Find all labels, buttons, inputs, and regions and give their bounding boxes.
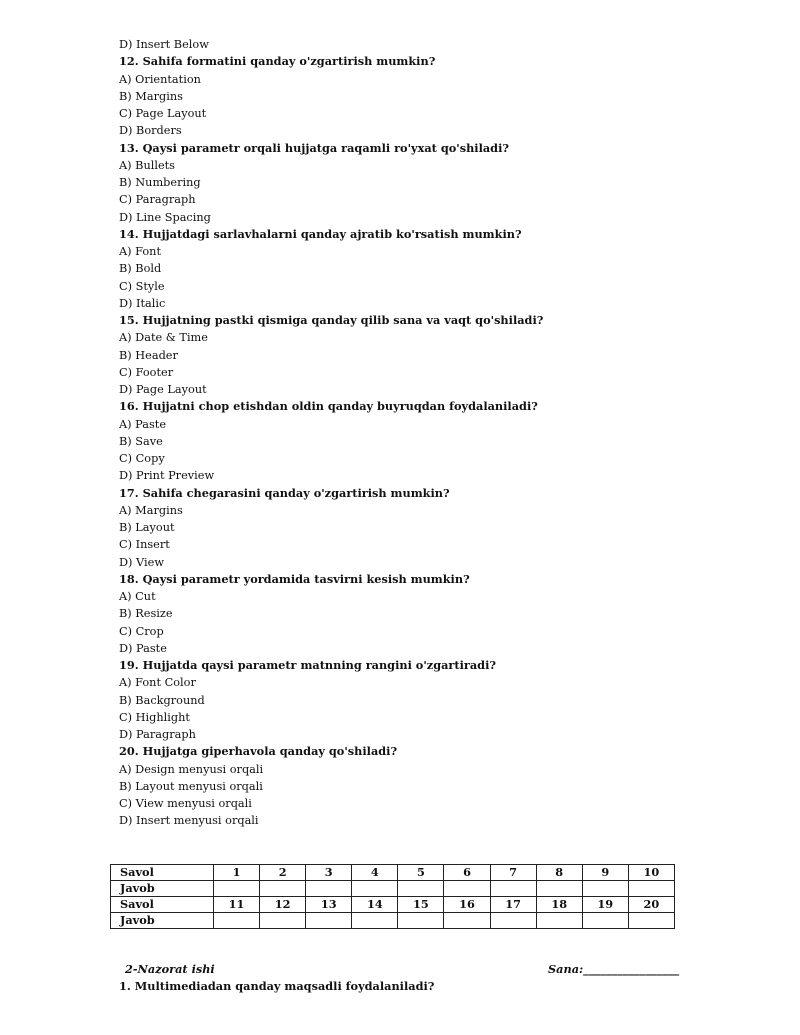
row-label: Savol [111,897,214,913]
answer-option: D) Print Preview [119,469,215,483]
table-row [111,881,675,897]
table-cell [214,913,260,929]
table-cell [444,881,490,897]
answer-option: A) Cut [119,590,156,603]
table-cell [536,881,582,897]
table-cell [582,881,628,897]
answer-option: A) Design menyusi orqali [119,762,264,776]
answer-option: D) Paragraph [119,728,196,741]
answer-option: B) Background [119,693,205,707]
table-cell [628,913,674,929]
answer-option: A) Paste [119,417,167,431]
answer-option: B) Layout menyusi orqali [119,779,263,793]
table-cell: 16 [444,897,490,913]
answer-option: D) Line Spacing [119,210,211,224]
table-cell [306,881,352,897]
answer-option: D) Italic [119,296,166,310]
table-cell [398,881,444,897]
table-cell [398,913,444,929]
answer-option: D) Page Layout [119,383,207,396]
answer-option: B) Bold [119,262,162,276]
table-cell [352,913,398,929]
table-cell: 2 [260,865,306,881]
next-question: 1. Multimediadan qanday maqsadli foydalaniladi? [119,979,435,993]
table-row [111,913,675,929]
table-cell: 6 [444,865,490,881]
question-list [119,36,719,830]
answer-option: C) View menyusi orqali [119,797,252,810]
table-cell: 11 [214,897,260,913]
answer-option: D) Paste [119,641,167,655]
table-cell [260,913,306,929]
table-cell [306,913,352,929]
answer-option: D) Insert Below [119,38,209,51]
answer-option: B) Save [119,434,163,448]
table-cell: 8 [536,865,582,881]
table-cell [490,881,536,897]
question-text: 19. Hujjatda qaysi parametr matnning rangini o'zgartiradi? [119,658,496,672]
answer-option: B) Numbering [119,176,201,189]
table-cell: 20 [628,897,674,913]
answer-option: B) Margins [119,89,183,103]
table-cell [352,881,398,897]
answer-option: C) Footer [119,365,174,379]
table-cell: 19 [582,897,628,913]
answer-option: D) View [119,555,164,569]
answer-option: C) Paragraph [119,193,196,207]
row-label: Javob [111,881,214,897]
answer-option: A) Margins [119,503,183,517]
answer-option: C) Page Layout [119,107,207,120]
answer-option: D) Insert menyusi orqali [119,814,259,828]
answer-option: A) Orientation [119,72,201,86]
table-cell [582,913,628,929]
test-title: 2-Nazorat ishi [125,962,215,976]
table-cell: 5 [398,865,444,881]
table-cell: 7 [490,865,536,881]
answer-option: A) Bullets [119,158,175,172]
table-cell: 14 [352,897,398,913]
date-field: Sana:_________________ [548,962,680,976]
table-row [111,865,675,881]
answer-option: C) Highlight [119,710,190,724]
question-text: 12. Sahifa formatini qanday o'zgartirish mumkin? [119,54,436,69]
table-cell [628,881,674,897]
question-text: 20. Hujjatga giperhavola qanday qo'shiladi? [119,744,398,759]
table-cell: 9 [582,865,628,881]
table-cell: 4 [352,865,398,881]
row-label: Javob [111,913,214,929]
table-cell [536,913,582,929]
table-cell: 13 [306,897,352,913]
table-cell: 1 [214,865,260,881]
question-text: 17. Sahifa chegarasini qanday o'zgartirish mumkin? [119,485,450,500]
question-text: 18. Qaysi parametr yordamida tasvirni kesish mumkin? [119,571,470,586]
answer-option: B) Layout [119,521,175,534]
answer-option: B) Resize [119,607,173,621]
table-cell [490,913,536,929]
table-row [111,897,675,913]
answer-option: A) Font [119,245,161,258]
answer-option: A) Font Color [119,676,196,690]
question-text: 15. Hujjatning pastki qismiga qanday qilib sana va vaqt qo'shiladi? [119,313,544,327]
table-cell: 12 [260,897,306,913]
answer-option: A) Date & Time [119,331,208,345]
question-text: 16. Hujjatni chop etishdan oldin qanday buyruqdan foydalaniladi? [119,399,538,414]
table-cell: 17 [490,897,536,913]
answer-option: B) Header [119,348,178,362]
table-cell [444,913,490,929]
table-cell: 18 [536,897,582,913]
table-cell: 3 [306,865,352,881]
answer-option: D) Borders [119,124,182,138]
table-cell [260,881,306,897]
answer-table [110,864,675,929]
answer-option: C) Crop [119,624,164,638]
table-cell: 10 [628,865,674,881]
row-label: Savol [111,865,214,881]
table-cell: 15 [398,897,444,913]
table-cell [214,881,260,897]
answer-option: C) Copy [119,452,165,465]
question-text: 14. Hujjatdagi sarlavhalarni qanday ajratib ko'rsatish mumkin? [119,226,522,241]
question-text: 13. Qaysi parametr orqali hujjatga raqamli ro'yxat qo'shiladi? [119,140,509,155]
answer-option: C) Style [119,279,165,293]
answer-option: C) Insert [119,538,170,552]
